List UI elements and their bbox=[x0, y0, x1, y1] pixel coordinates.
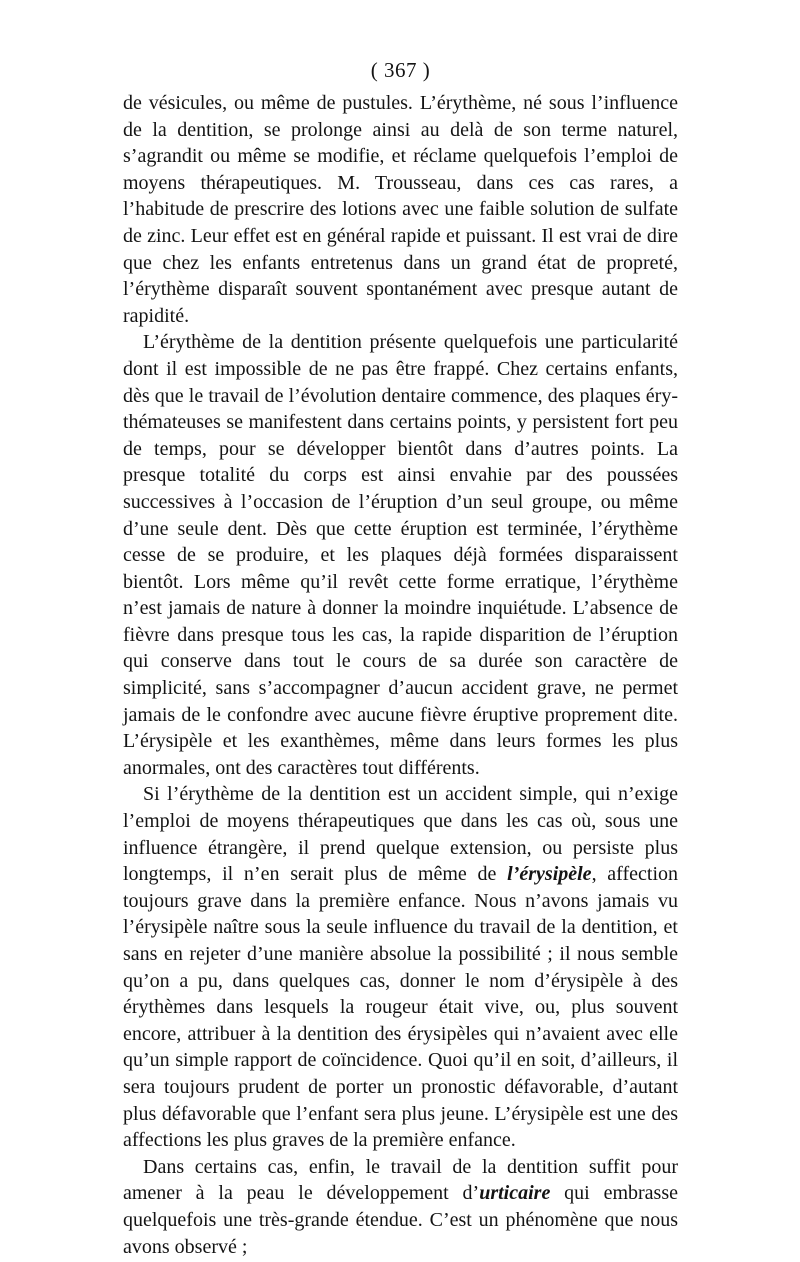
paragraph-4-text-after: qui embrasse quelquefois une très-grande étendue. C’est un phénomène que nous avons observé ; bbox=[123, 1182, 678, 1258]
paragraph-1-text: de vésicules, ou même de pustules. L’érythème, né sous l’influence de la dentition, se prolonge ainsi au delà de son terme naturel, s’agrandit ou même se modifie, et réclame quelquefois l’emploi de moyens thérapeutiques. M. Trousseau, dans ces cas rares, a l’habitude de prescrire des lotions avec une faible solution de sulfate de zinc. Leur effet est en général rapide et puissant. Il est vrai de dire que chez les enfants entretenus dans un grand état de propreté, l’érythème disparaît souvent spontanément avec presque autant de rapidité. bbox=[123, 92, 678, 327]
book-page bbox=[123, 56, 678, 1260]
erysipele-term: érysipèle bbox=[519, 863, 592, 886]
paragraph-4 bbox=[123, 1154, 678, 1260]
paragraph-3 bbox=[123, 781, 678, 1153]
page-number: ( 367 ) bbox=[370, 58, 431, 82]
paragraph-3-text-before: Si l’érythème de la dentition est un accident simple, qui n’exige l’emploi de moyens thérapeutiques que dans les cas où, sous une influence étrangère, il prend quelque extension, ou persiste plus longtemps, il n’en serait plus de même de bbox=[123, 783, 678, 886]
paragraph-2 bbox=[123, 329, 678, 781]
paragraph-2-text: L’érythème de la dentition présente quelquefois une particularité dont il est impossible de ne pas être frappé. Chez certains enfants, dès que le travail de l’évolution dentaire commence, des plaques érythémateuses se manifestent dans certains points, y persistent fort peu de temps, pour se développer bientôt dans d’autres points. La presque totalité du corps est ainsi envahie par des poussées successives à l’occasion de l’éruption d’un seul groupe, ou même d’une seule dent. Dès que cette éruption est terminée, l’érythème cesse de se produire, et les plaques déjà formées disparaissent bientôt. Lors même qu’il revêt cette forme erratique, l’érythème n’est jamais de nature à donner la moindre inquiétude. L’absence de fièvre dans presque tous les cas, la rapide disparition de l’éruption qui conserve dans tout le cours de sa durée son caractère de simplicité, sans s’accompagner d’aucun accident grave, ne permet jamais de le confondre avec aucune fièvre éruptive proprement dite. L’érysipèle et les exanthèmes, même dans leurs formes les plus anormales, ont des caractères tout différents. bbox=[123, 331, 678, 779]
paragraph-3-text-after: , affection toujours grave dans la première enfance. Nous n’avons jamais vu l’érysipèle naître sous la seule influence du travail de la dentition, et sans en rejeter d’une manière absolue la possibilité ; il nous semble qu’on a pu, dans quelques cas, donner le nom d’érysipèle à des érythèmes dans lesquels la rougeur était vive, ou, plus souvent encore, attribuer à la dentition des érysipèles qui n’avaient avec elle qu’un simple rapport de coïncidence. Quoi qu’il en soit, d’ailleurs, il sera toujours prudent de porter un pronostic défavorable, d’autant plus défavorable que l’enfant sera plus jeune. L’érysipèle est une des affections les plus graves de la première enfance. bbox=[123, 863, 679, 1152]
paragraph-4-term-prefix: d’ bbox=[462, 1182, 480, 1205]
urticaire-term: urticaire bbox=[479, 1182, 551, 1205]
paragraph-4-text-before: Dans certains cas, enfin, le travail de la dentition suffit pour amener à la peau le développement bbox=[123, 1155, 678, 1205]
paragraph-1 bbox=[123, 90, 678, 329]
paragraph-3-term-prefix: l’ bbox=[507, 863, 520, 886]
